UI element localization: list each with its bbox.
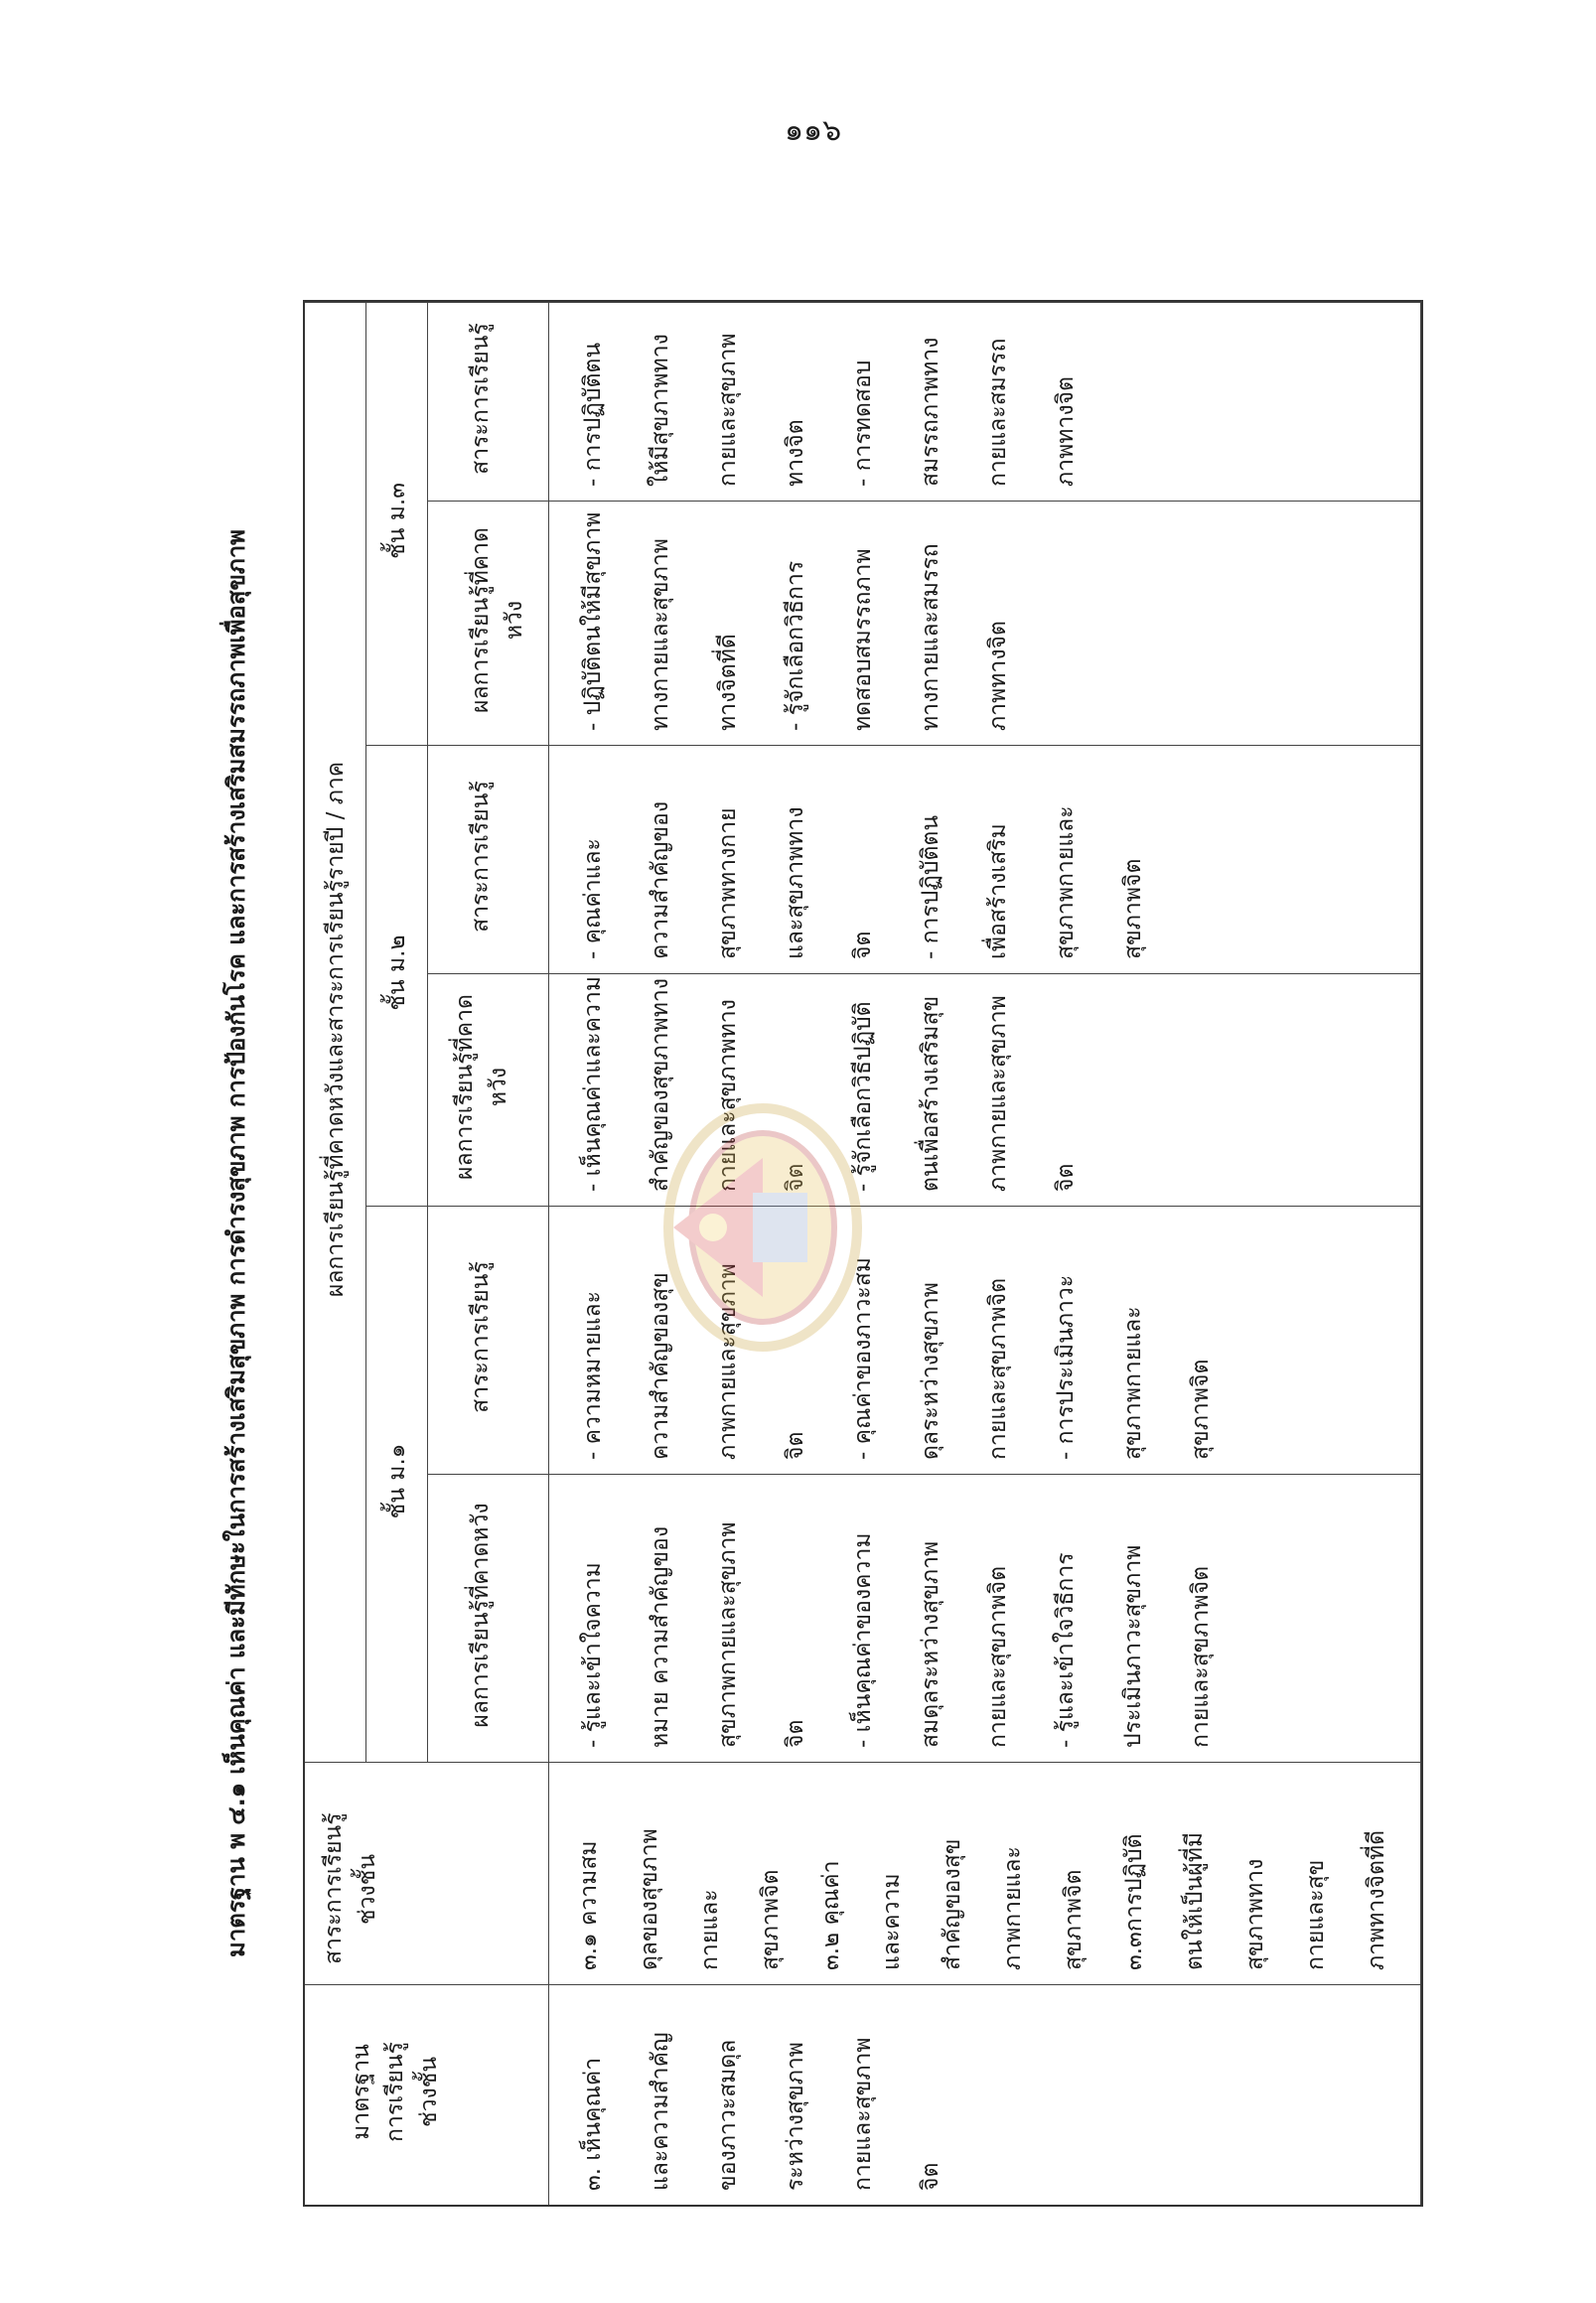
header-m2-content: สาระการเรียนรู้ <box>428 745 549 973</box>
cell-content: ๓.๑ ความสม ดุลของสุขภาพ กายและ สุขภาพจิต ๓.๒ คุณค่า และความ สำคัญของสุข ภาพกายและ สุขภาพจิต ๓.๓การปฏิบัติ ตนให้เป็นผู้ที่มี สุขภาพทาง กายและสุข ภาพทางจิตที่ดี <box>549 1762 1421 1984</box>
page-title: มาตรฐาน พ ๔.๑ เห็นคุณค่า และมีทักษะในการสร้างเสริมสุขภาพ การดำรงสุขภาพ การป้องกันโรค และการสร้างเสริมสมรรถภาพเพื่อสุขภาพ <box>222 529 250 1957</box>
cell-m3-content: - การปฏิบัติตน ให้มีสุขภาพทาง กายและสุขภาพ ทางจิต - การทดสอบ สมรรถภาพทาง กายและสมรรถ ภาพทางจิต <box>549 302 1421 501</box>
header-grade-m2: ชั้น ม.๒ <box>366 745 428 1206</box>
header-content: สาระการเรียนรู้ ช่วงชั้น <box>305 1762 549 1984</box>
cell-m2-content: - คุณค่าและ ความสำคัญของ สุขภาพทางกาย และสุขภาพทาง จิต - การปฏิบัติตน เพื่อสร้างเสริม สุขภาพกายและ สุขภาพจิต <box>549 745 1421 973</box>
header-m1-expected: ผลการเรียนรู้ที่คาดหวัง <box>428 1474 549 1762</box>
cell-standard: ๓. เห็นคุณค่า และความสำคัญ ของภาวะสมดุล ระหว่างสุขภาพ กายและสุขภาพ จิต <box>549 1984 1421 2205</box>
header-grade-m3: ชั้น ม.๓ <box>366 302 428 745</box>
header-standard: มาตรฐาน การเรียนรู้ ช่วงชั้น <box>305 1984 549 2205</box>
cell-m3-expected: - ปฏิบัติตนให้มีสุขภาพ ทางกายและสุขภาพ ทางจิตที่ดี - รู้จักเลือกวิธีการ ทดสอบสมรรถภาพ ทางกายและสมรรถ ภาพทางจิต <box>549 501 1421 745</box>
header-grade-m1: ชั้น ม.๑ <box>366 1206 428 1762</box>
header-m3-content: สาระการเรียนรู้ <box>428 302 549 501</box>
header-outcomes-group: ผลการเรียนรู้ที่คาดหวังและสาระการเรียนรู้รายปี / ภาค <box>305 302 366 1762</box>
header-m3-expected: ผลการเรียนรู้ที่คาดหวัง <box>428 501 549 745</box>
header-m2-expected: ผลการเรียนรู้ที่คาด หวัง <box>428 973 549 1206</box>
cell-m1-content: - ความหมายและ ความสำคัญของสุข ภาพกายและสุขภาพ จิต - คุณค่าของภาวะสม ดุลระหว่างสุขภาพ กายและสุขภาพจิต - การประเมินภาวะ สุขภาพกายและ สุขภาพจิต <box>549 1206 1421 1474</box>
cell-m2-expected: - เห็นคุณค่าและความ สำคัญของสุขภาพทาง กายและสุขภาพทาง จิต - รู้จักเลือกวิธีปฏิบัติ ตนเพื่อสร้างเสริมสุข ภาพกายและสุขภาพ จิต <box>549 973 1421 1206</box>
page-number: ๑๑๖ <box>785 113 842 148</box>
cell-m1-expected: - รู้และเข้าใจความ หมาย ความสำคัญของ สุขภาพกายและสุขภาพ จิต - เห็นคุณค่าของความ สมดุลระหว่างสุขภาพ กายและสุขภาพจิต - รู้และเข้าใจวิธีการ ประเมินภาวะสุขภาพ กายและสุขภาพจิต <box>549 1474 1421 1762</box>
header-m1-content: สาระการเรียนรู้ <box>428 1206 549 1474</box>
curriculum-table <box>303 300 1423 2207</box>
